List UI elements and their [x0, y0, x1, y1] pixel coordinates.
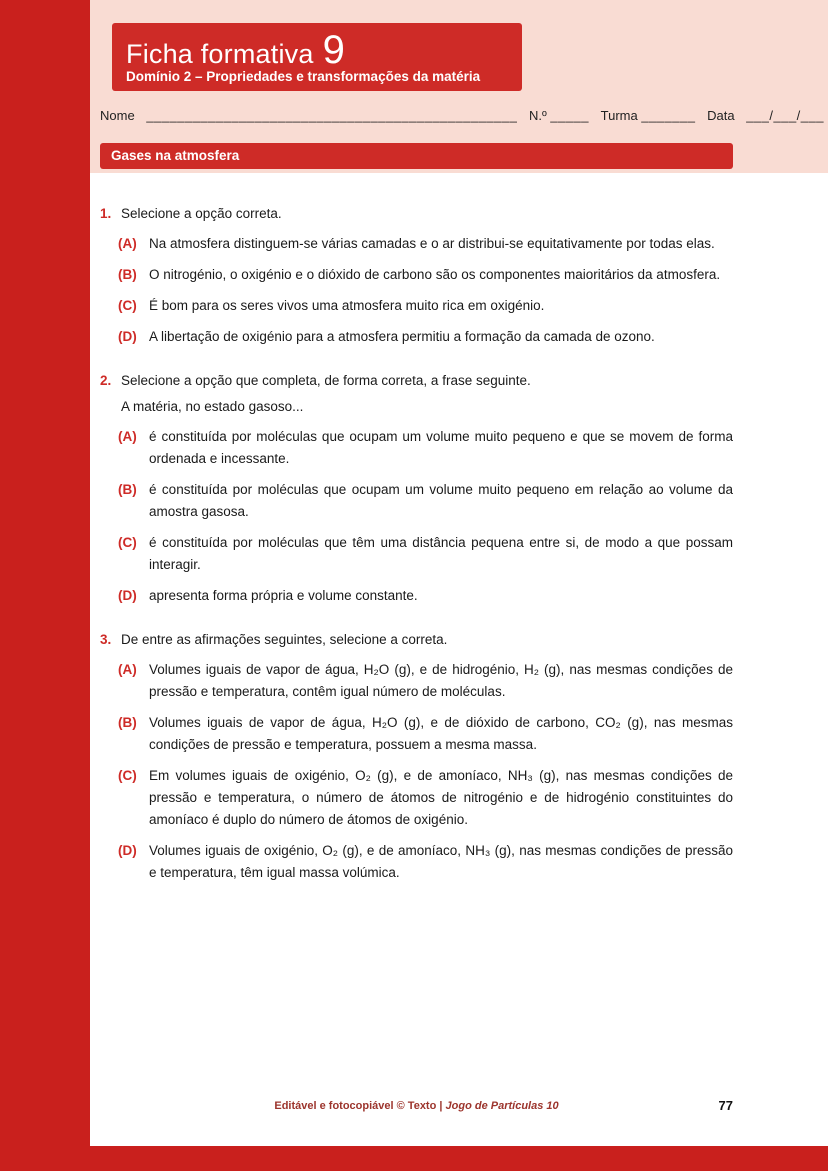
option-2c	[118, 532, 733, 576]
footer	[100, 1100, 733, 1112]
option-text: A libertação de oxigénio para a atmosfera permitiu a formação da camada de ozono.	[149, 329, 655, 344]
class-label: Turma	[600, 108, 638, 123]
document-page	[90, 0, 828, 1146]
option-letter: (D)	[118, 329, 137, 344]
option-letter: (A)	[118, 429, 137, 444]
option-3b	[118, 712, 733, 756]
question-2	[100, 370, 733, 607]
class-blank: _______	[641, 108, 696, 123]
footer-book-title: Jogo de Partículas 10	[445, 1100, 559, 1112]
header-section	[90, 0, 828, 173]
section-banner	[100, 143, 733, 169]
option-text: É bom para os seres vivos uma atmosfera muito rica em oxigénio.	[149, 298, 545, 313]
date-label: Data	[707, 108, 735, 123]
question-number: 3.	[100, 632, 112, 647]
domain-subtitle: Domínio 2 – Propriedades e transformações da matéria	[126, 69, 481, 84]
option-letter: (C)	[118, 768, 137, 783]
worksheet-number: 9	[322, 28, 345, 72]
option-2b	[118, 479, 733, 523]
title-line	[126, 28, 510, 72]
option-3c	[118, 765, 733, 831]
option-letter: (D)	[118, 588, 137, 603]
question-head	[100, 203, 733, 224]
date-blank: ___/___/___	[746, 108, 824, 123]
option-letter: (B)	[118, 715, 137, 730]
name-blank: ________________________________________________	[146, 108, 518, 123]
option-letter: (C)	[118, 298, 137, 313]
options-list	[100, 659, 733, 884]
question-1	[100, 203, 733, 348]
option-text: é constituída por moléculas que ocupam um volume muito pequeno e que se movem de forma ordenada e incessante.	[149, 429, 733, 466]
page-number: 77	[718, 1098, 733, 1113]
question-number: 1.	[100, 206, 112, 221]
question-number: 2.	[100, 373, 112, 388]
option-text: Volumes iguais de oxigénio, O₂ (g), e de amoníaco, NH₃ (g), nas mesmas condições de pressão e temperatura, têm igual massa volúmica.	[149, 843, 733, 880]
footer-copyright: Editável e fotocopiável © Texto |	[274, 1100, 446, 1112]
option-1a	[118, 233, 733, 255]
option-1d	[118, 326, 733, 348]
question-head	[100, 370, 733, 391]
option-letter: (B)	[118, 267, 137, 282]
section-title: Gases na atmosfera	[111, 148, 240, 163]
option-text: O nitrogénio, o oxigénio e o dióxido de carbono são os componentes maioritários da atmosfera.	[149, 267, 721, 282]
question-3	[100, 629, 733, 884]
option-text: é constituída por moléculas que ocupam um volume muito pequeno em relação ao volume da amostra gasosa.	[149, 482, 733, 519]
option-3a	[118, 659, 733, 703]
option-text: Em volumes iguais de oxigénio, O₂ (g), e de amoníaco, NH₃ (g), nas mesmas condições de pressão e temperatura, o número de átomos de nitrogénio e de hidrogénio constituintes do amoníaco é duplo do número de átomos de oxigénio.	[149, 768, 733, 827]
question-head	[100, 629, 733, 650]
question-prompt: Selecione a opção que completa, de forma correta, a frase seguinte.	[121, 373, 531, 388]
question-lead: A matéria, no estado gasoso...	[121, 399, 304, 414]
question-prompt: De entre as afirmações seguintes, selecione a correta.	[121, 632, 448, 647]
options-list	[100, 426, 733, 607]
option-1c	[118, 295, 733, 317]
options-list	[100, 233, 733, 348]
option-text: Volumes iguais de vapor de água, H₂O (g), e de dióxido de carbono, CO₂ (g), nas mesmas condições de pressão e temperatura, possuem a mesma massa.	[149, 715, 733, 752]
number-label: N.º	[528, 108, 547, 123]
option-text: apresenta forma própria e volume constante.	[149, 588, 418, 603]
option-letter: (A)	[118, 236, 137, 251]
student-info-row	[100, 108, 828, 123]
worksheet-title: Ficha formativa	[126, 39, 314, 69]
option-1b	[118, 264, 733, 286]
option-text: Na atmosfera distinguem-se várias camadas e o ar distribui-se equitativamente por todas elas.	[149, 236, 715, 251]
option-letter: (A)	[118, 662, 137, 677]
name-label: Nome	[100, 108, 135, 123]
number-blank: _____	[550, 108, 590, 123]
option-2a	[118, 426, 733, 470]
option-letter: (B)	[118, 482, 137, 497]
questions-area	[90, 173, 828, 884]
footer-text	[100, 1100, 733, 1112]
option-text: Volumes iguais de vapor de água, H₂O (g), e de hidrogénio, H₂ (g), nas mesmas condições de pressão e temperatura, contêm igual número de moléculas.	[149, 662, 733, 699]
title-banner	[112, 23, 522, 91]
option-letter: (D)	[118, 843, 137, 858]
option-3d	[118, 840, 733, 884]
question-prompt: Selecione a opção correta.	[121, 206, 282, 221]
option-text: é constituída por moléculas que têm uma distância pequena entre si, de modo a que possam interagir.	[149, 535, 733, 572]
option-2d	[118, 585, 733, 607]
option-letter: (C)	[118, 535, 137, 550]
